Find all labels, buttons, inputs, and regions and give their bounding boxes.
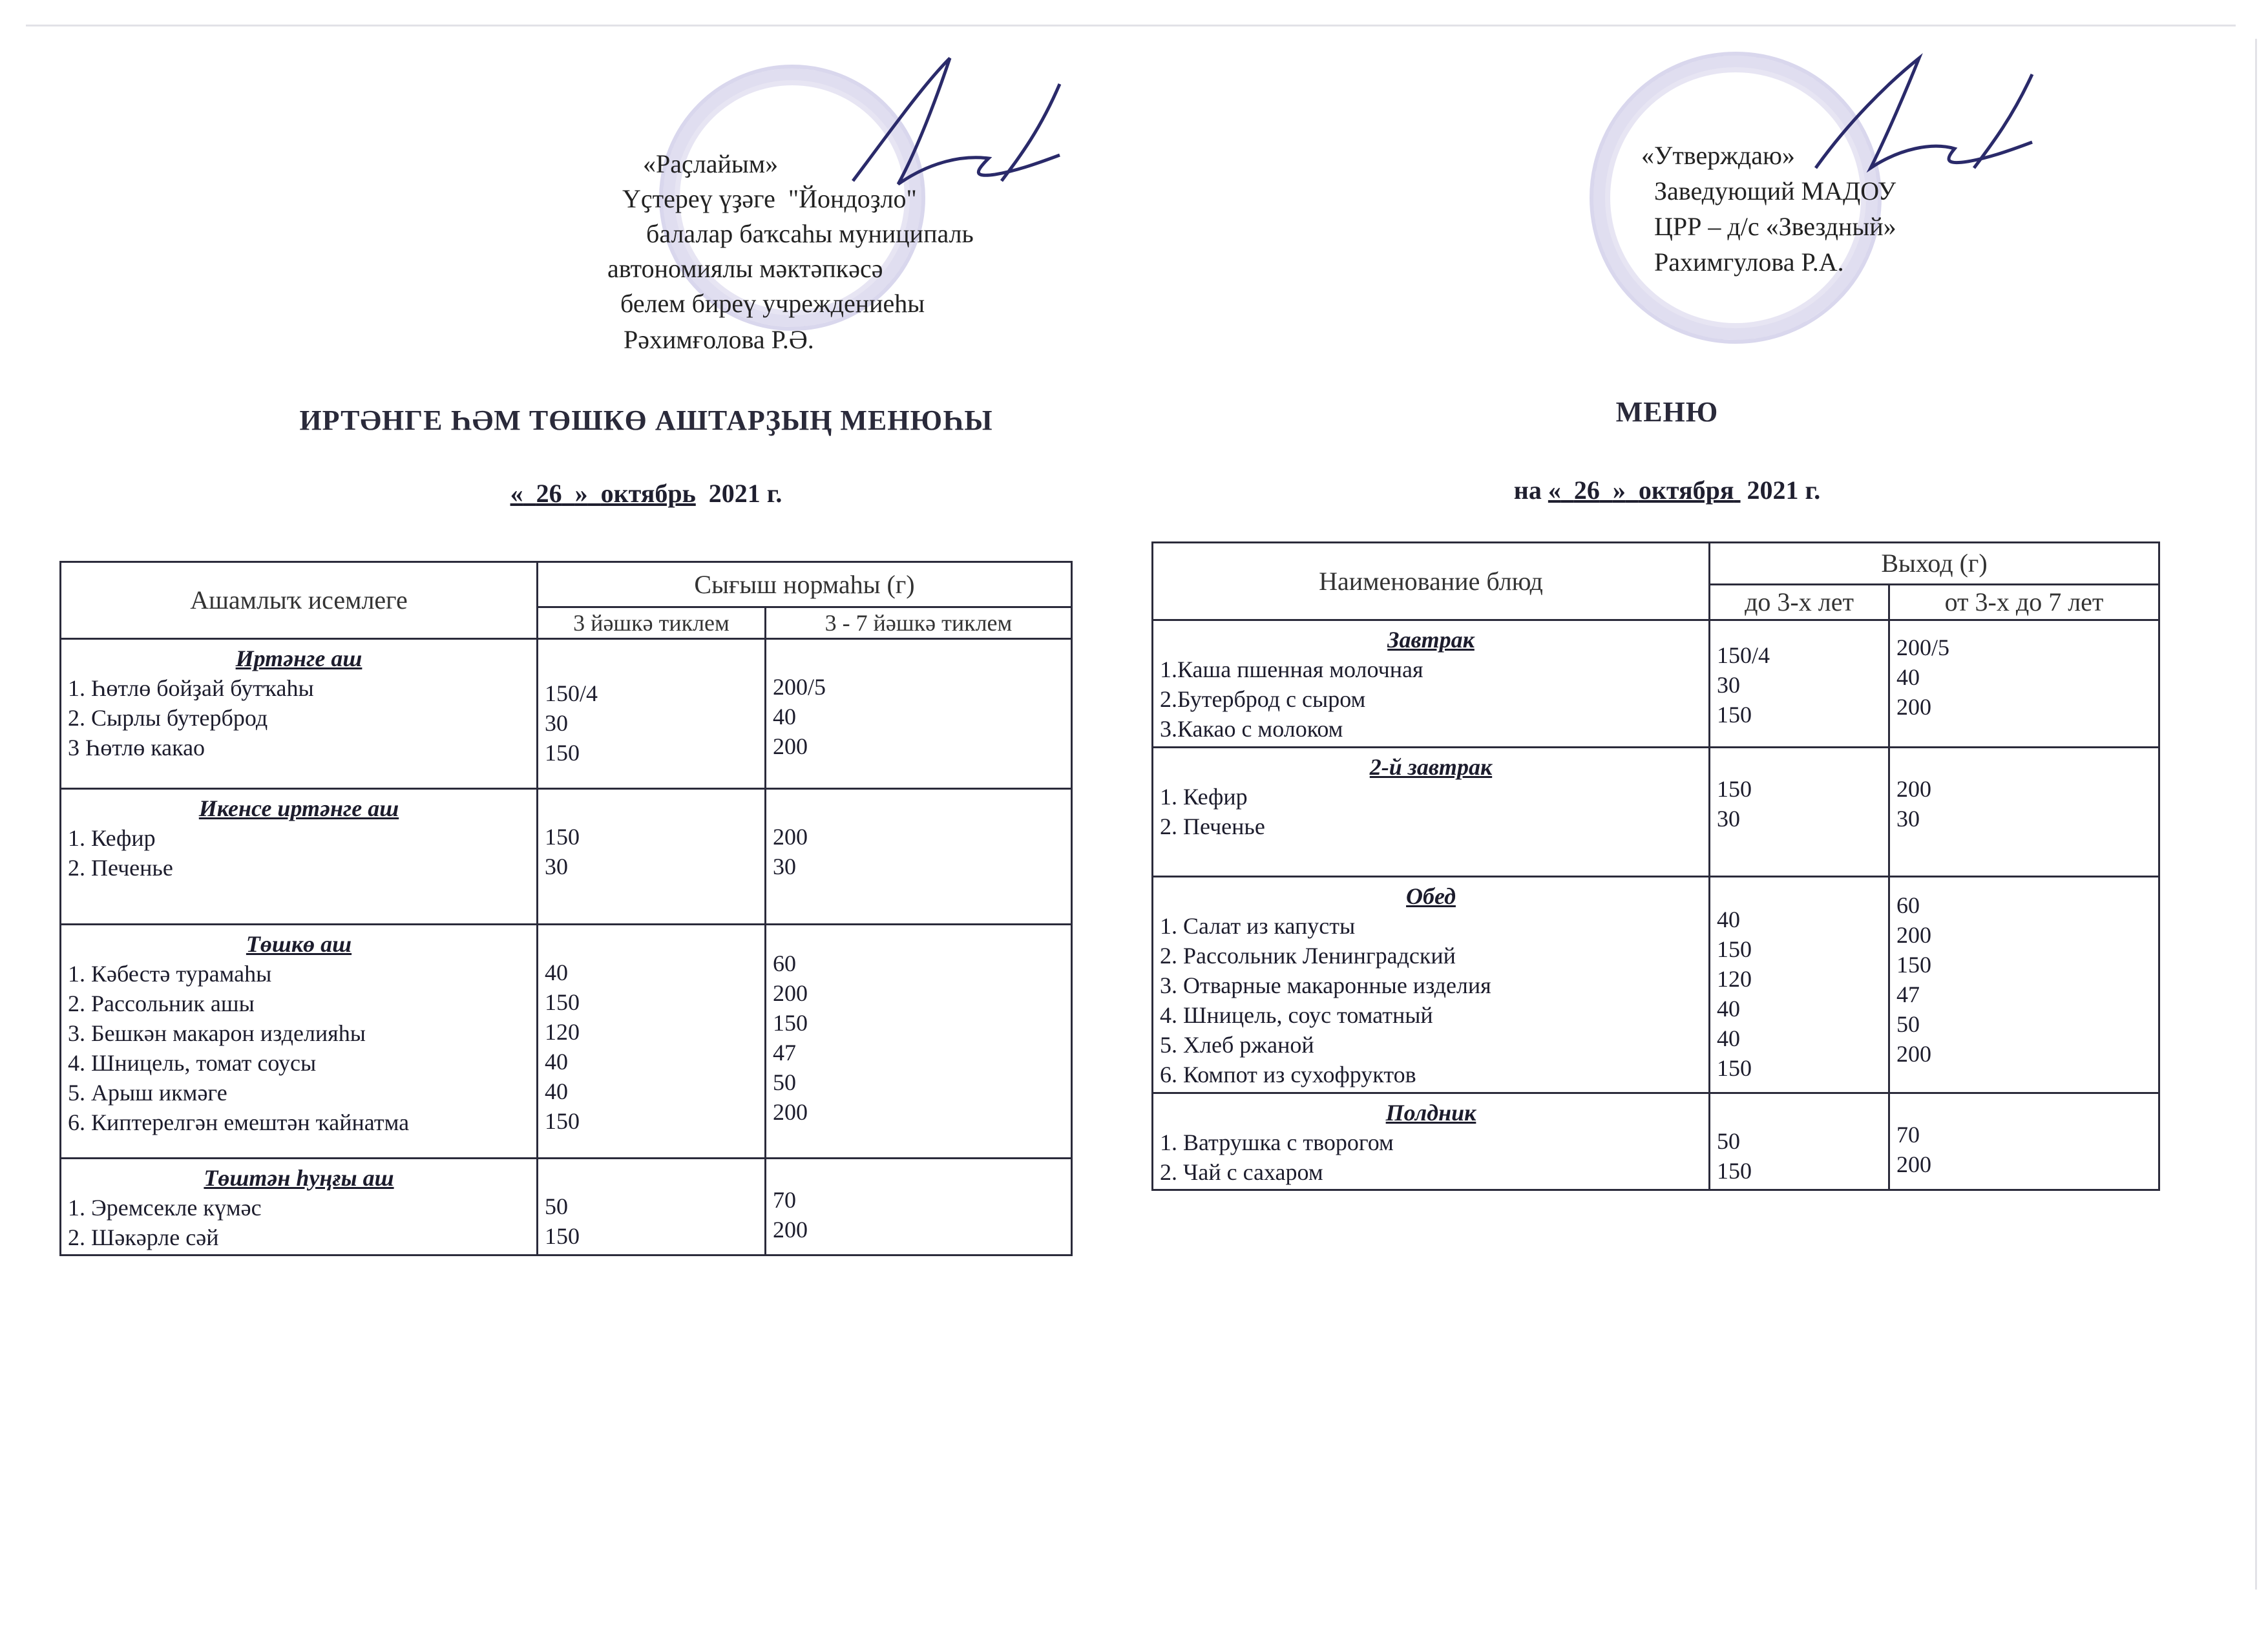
portion-value: 70 [773,1187,796,1213]
portion-value: 150 [1717,1158,1752,1184]
table-row [1153,877,2159,1093]
portion-value: 60 [773,951,796,976]
portion-value: 60 [1896,892,1920,918]
meal-heading: 2-й завтрак [1369,754,1493,780]
column-header-age1: до 3-х лет [1710,585,1889,620]
dish-item: 5. Арыш икмәге [68,1080,227,1106]
table-row [61,1159,1072,1255]
approval-line: «Раҫлайым» [643,149,779,178]
table-row [61,639,1072,789]
portion-value: 120 [1717,966,1752,992]
column-header-age2: 3 - 7 йәшкә тиклем [766,607,1072,639]
table-row [61,925,1072,1159]
portion-value: 30 [773,854,796,879]
approval-line: «Утверждаю» [1641,141,1795,170]
portion-value: 200/5 [1896,635,1950,660]
portion-value: 70 [1896,1122,1920,1148]
portion-value: 150 [545,824,580,850]
portion-value: 40 [545,960,568,985]
portion-value: 47 [773,1040,796,1066]
dish-item: 2. Рассольник Ленинградский [1160,943,1456,969]
table-row [1153,748,2159,877]
portion-value: 200 [773,1217,808,1243]
portion-value: 50 [773,1069,796,1095]
portion-value: 150 [545,1108,580,1134]
signature [1809,45,2042,187]
dish-item: 4. Шницель, соус томатный [1160,1002,1433,1028]
dish-item: 1. Ватрушка с творогом [1160,1129,1394,1155]
portion-value: 200 [773,980,808,1006]
meal-heading: Икенсе иртәнге аш [198,795,399,821]
portion-value: 120 [545,1019,580,1045]
portion-value: 150 [1717,776,1752,802]
menu-date: на « 26 » октября 2021 г. [1513,476,1821,505]
portion-value: 40 [773,704,796,730]
dish-item: 2. Сырлы бутерброд [68,705,268,731]
meal-heading: Завтрак [1387,627,1475,653]
portion-value: 40 [1717,1025,1740,1051]
approval-line: Үҫтереү үҙәге "Йондоҙло" [622,184,917,213]
meal-heading: Иртәнге аш [235,646,362,671]
portion-value: 150 [1717,702,1752,728]
portion-value: 40 [545,1078,568,1104]
column-header-age2: от 3-х до 7 лет [1889,585,2159,620]
dish-item: 1. Кефир [68,825,156,851]
portion-value: 30 [1896,806,1920,832]
table-row [61,789,1072,925]
portion-value: 200 [773,824,808,850]
meal-heading: Төштән һуңғы аш [204,1165,394,1191]
dish-item: 3. Бешкән макарон изделияһы [68,1020,366,1046]
meal-heading: Полдник [1385,1100,1476,1126]
dish-item: 6. Компот из сухофруктов [1160,1062,1416,1087]
dish-item: 6. Киптерелгән емештән ҡайнатма [68,1109,410,1135]
dish-item: 1. Кефир [1160,784,1248,810]
approval-line: Рахимгулова Р.А. [1654,247,1844,277]
portion-value: 40 [1896,664,1920,690]
portion-value: 40 [1717,907,1740,932]
column-header-dish: Ашамлыҡ исемлеге [61,562,538,639]
dish-item: 2. Рассольник ашы [68,991,255,1016]
dish-item: 3 Һөтлө какао [68,735,205,761]
dish-item: 1. Эремсекле күмәс [68,1195,262,1221]
portion-value: 200 [773,733,808,759]
portion-value: 150 [1896,952,1931,978]
portion-value: 150 [1717,936,1752,962]
menu-table-russian [1151,541,2160,1191]
portion-value: 30 [545,710,568,736]
dish-item: 2.Бутерброд с сыром [1160,686,1366,712]
approval-line: автономиялы мәктәпкәсә [607,254,883,283]
approval-line: белем биреү учреждениеһы [620,289,925,318]
dish-item: 1. Һөтлө бойҙай бутҡаһы [68,675,314,701]
portion-value: 150 [545,989,580,1015]
table-row [1153,620,2159,748]
dish-item: 4. Шницель, томат соусы [68,1050,317,1076]
scan-edge-artifact [2255,39,2257,1590]
portion-value: 150 [545,740,580,766]
approval-line: Рәхимғолова Р.Ә. [624,325,814,354]
portion-value: 47 [1896,982,1920,1007]
portion-value: 50 [545,1193,568,1219]
dish-item: 2. Шәкәрле сәй [68,1224,219,1250]
dish-item: 3. Отварные макаронные изделия [1160,972,1491,998]
meal-heading: Обед [1406,883,1456,909]
dish-item: 1. Салат из капусты [1160,913,1356,939]
portion-value: 150 [545,1223,580,1249]
column-header-output: Выход (г) [1710,543,2159,585]
dish-item: 1.Каша пшенная молочная [1160,656,1423,682]
column-header-dish: Наименование блюд [1153,543,1710,620]
portion-value: 150/4 [545,680,598,706]
table-row [1153,1093,2159,1190]
page-title: ИРТӘНГЕ ҺӘМ ТӨШКӨ АШТАРҘЫҢ МЕНЮҺЫ [299,404,993,436]
portion-value: 200 [1896,1041,1931,1067]
portion-value: 150/4 [1717,642,1770,668]
portion-value: 40 [1717,996,1740,1022]
portion-value: 30 [1717,672,1740,698]
portion-value: 200 [1896,694,1931,720]
portion-value: 50 [1717,1128,1740,1154]
meal-heading: Төшкө аш [246,931,352,957]
portion-value: 50 [1896,1011,1920,1037]
portion-value: 200/5 [773,674,826,700]
menu-table-bashkir [59,561,1073,1256]
approval-line: ЦРР – д/с «Звездный» [1654,212,1896,241]
scan-edge-artifact [26,25,2236,26]
portion-value: 150 [1717,1055,1752,1081]
portion-value: 200 [1896,776,1931,802]
portion-value: 30 [545,854,568,879]
dish-item: 5. Хлеб ржаной [1160,1032,1314,1058]
approval-line: балалар баҡсаһы муниципаль [646,219,974,248]
approval-line: Заведующий МАДОУ [1654,176,1896,205]
portion-value: 40 [545,1049,568,1075]
portion-value: 150 [773,1010,808,1036]
column-header-age1: 3 йәшкә тиклем [538,607,766,639]
page-title: МЕНЮ [1615,396,1719,428]
portion-value: 200 [1896,1151,1931,1177]
portion-value: 200 [1896,922,1931,948]
column-header-output: Сығыш нормаһы (г) [538,562,1072,607]
dish-item: 2. Печенье [68,855,173,881]
dish-item: 1. Кәбестә турамаһы [68,961,272,987]
dish-item: 3.Какао с молоком [1160,716,1343,742]
portion-value: 200 [773,1099,808,1125]
menu-date: « 26 » октябрь 2021 г. [510,479,782,508]
dish-item: 2. Печенье [1160,814,1265,839]
dish-item: 2. Чай с сахаром [1160,1159,1323,1185]
portion-value: 30 [1717,806,1740,832]
